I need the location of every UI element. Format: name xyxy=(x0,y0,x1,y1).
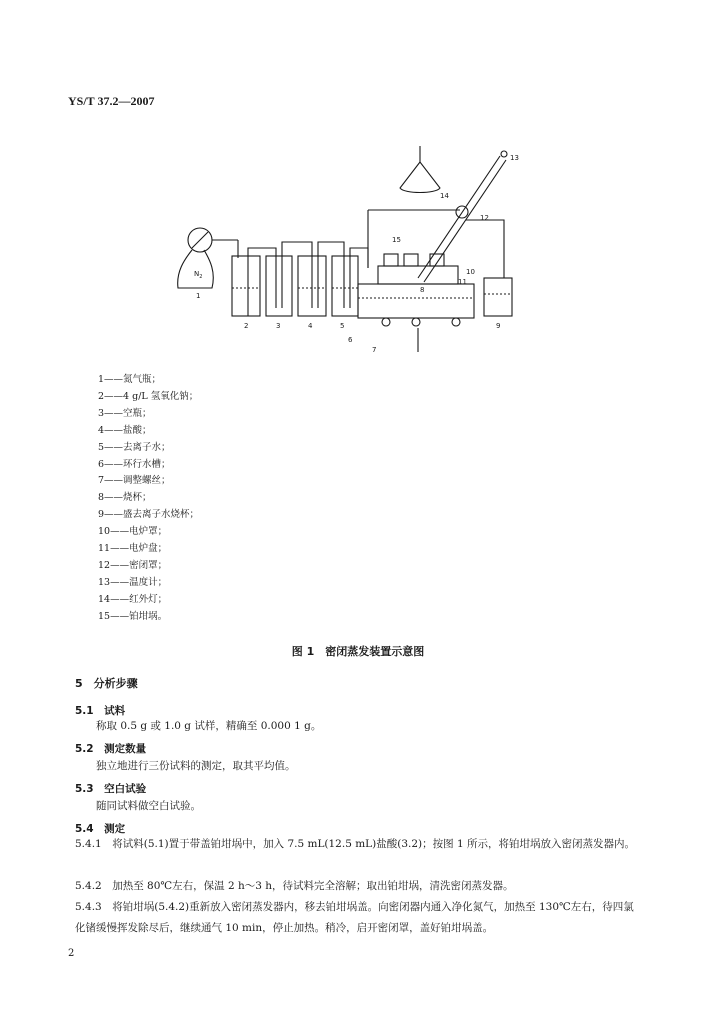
legend-item: 12——密闭罩； xyxy=(98,559,168,571)
label-6: 6 xyxy=(348,336,353,344)
legend-item: 8——烧杯； xyxy=(98,492,152,504)
apparatus-figure xyxy=(168,138,548,366)
legend-item: 10——电炉罩； xyxy=(98,526,168,538)
label-4: 4 xyxy=(308,322,313,330)
legend-item: 14——红外灯； xyxy=(98,593,168,605)
legend-item: 11——电炉盘； xyxy=(98,543,168,555)
label-11: 11 xyxy=(458,278,467,286)
nitrogen-cylinder xyxy=(178,228,238,288)
subsection-5-2-text: 独立地进行三份试料的测定，取其平均值。 xyxy=(96,760,296,772)
section-title: 5 分析步骤 xyxy=(75,677,138,690)
infrared-lamp xyxy=(400,146,440,193)
subsection-5-3-title: 5.3 空白试验 xyxy=(75,783,147,795)
label-15: 15 xyxy=(392,236,401,244)
label-10: 10 xyxy=(466,268,475,276)
subsection-5-1-title: 5.1 试料 xyxy=(75,705,126,717)
label-3: 3 xyxy=(276,322,281,330)
step-5-4-3: 5.4.3 将铂坩埚(5.4.2)重新放入密闭蒸发器内，移去铂坩埚盖。向密闭器内通入净化氮气，加热至 130℃左右，待四氯化锗缓慢挥发除尽后，继续通气 10 min，停止加热。稍冷，启开密闭罩，盖好铂坩埚盖。 xyxy=(75,901,634,934)
figure-legend xyxy=(98,372,199,626)
label-1: 1 xyxy=(196,292,201,300)
legend-item: 7——调整螺丝； xyxy=(98,475,171,487)
standard-code: YS/T 37.2—2007 xyxy=(68,94,155,108)
legend-item: 13——温度计； xyxy=(98,576,168,588)
legend-item: 9——盛去离子水烧杯； xyxy=(98,509,200,521)
label-12: 12 xyxy=(480,214,489,222)
step-5-4-1: 5.4.1 将试料(5.1)置于带盖铂坩埚中，加入 7.5 mL(12.5 mL)盐酸(3.2)；按图 1 所示，将铂坩埚放入密闭蒸发器内。 xyxy=(75,838,635,850)
label-7: 7 xyxy=(372,346,377,354)
subsection-5-4-title: 5.4 测定 xyxy=(75,823,126,835)
legend-item: 2——4 g/L 氢氧化钠； xyxy=(98,390,199,402)
legend-item: 5——去离子水； xyxy=(98,441,171,453)
label-5: 5 xyxy=(340,322,345,330)
subsection-5-2-title: 5.2 测定数量 xyxy=(75,743,147,755)
gas-label: $N_2$ xyxy=(194,270,203,280)
legend-item: 15——铂坩埚。 xyxy=(98,610,168,622)
legend-item: 6——环行水槽； xyxy=(98,458,171,470)
legend-item: 4——盐酸； xyxy=(98,424,152,436)
step-5-4-2: 5.4.2 加热至 80℃左右，保温 2 h～3 h，待试料完全溶解；取出铂坩埚，清洗密闭蒸发器。 xyxy=(75,880,514,892)
label-13: 13 xyxy=(510,154,519,162)
subsection-5-1-text: 称取 0.5 g 或 1.0 g 试样，精确至 0.000 1 g。 xyxy=(96,720,322,732)
label-2: 2 xyxy=(244,322,249,330)
beaker-deionized-water xyxy=(484,278,512,316)
water-bath xyxy=(358,254,474,352)
label-8: 8 xyxy=(420,286,425,294)
legend-item: 3——空瓶； xyxy=(98,407,152,419)
legend-item: 1——氮气瓶； xyxy=(98,374,162,385)
label-14: 14 xyxy=(440,192,449,200)
figure-caption: 图 1 密闭蒸发装置示意图 xyxy=(291,645,425,658)
label-9: 9 xyxy=(496,322,501,330)
subsection-5-3-text: 随同试料做空白试验。 xyxy=(96,800,201,812)
page-number: 2 xyxy=(68,948,75,959)
wash-bottles xyxy=(232,242,368,316)
